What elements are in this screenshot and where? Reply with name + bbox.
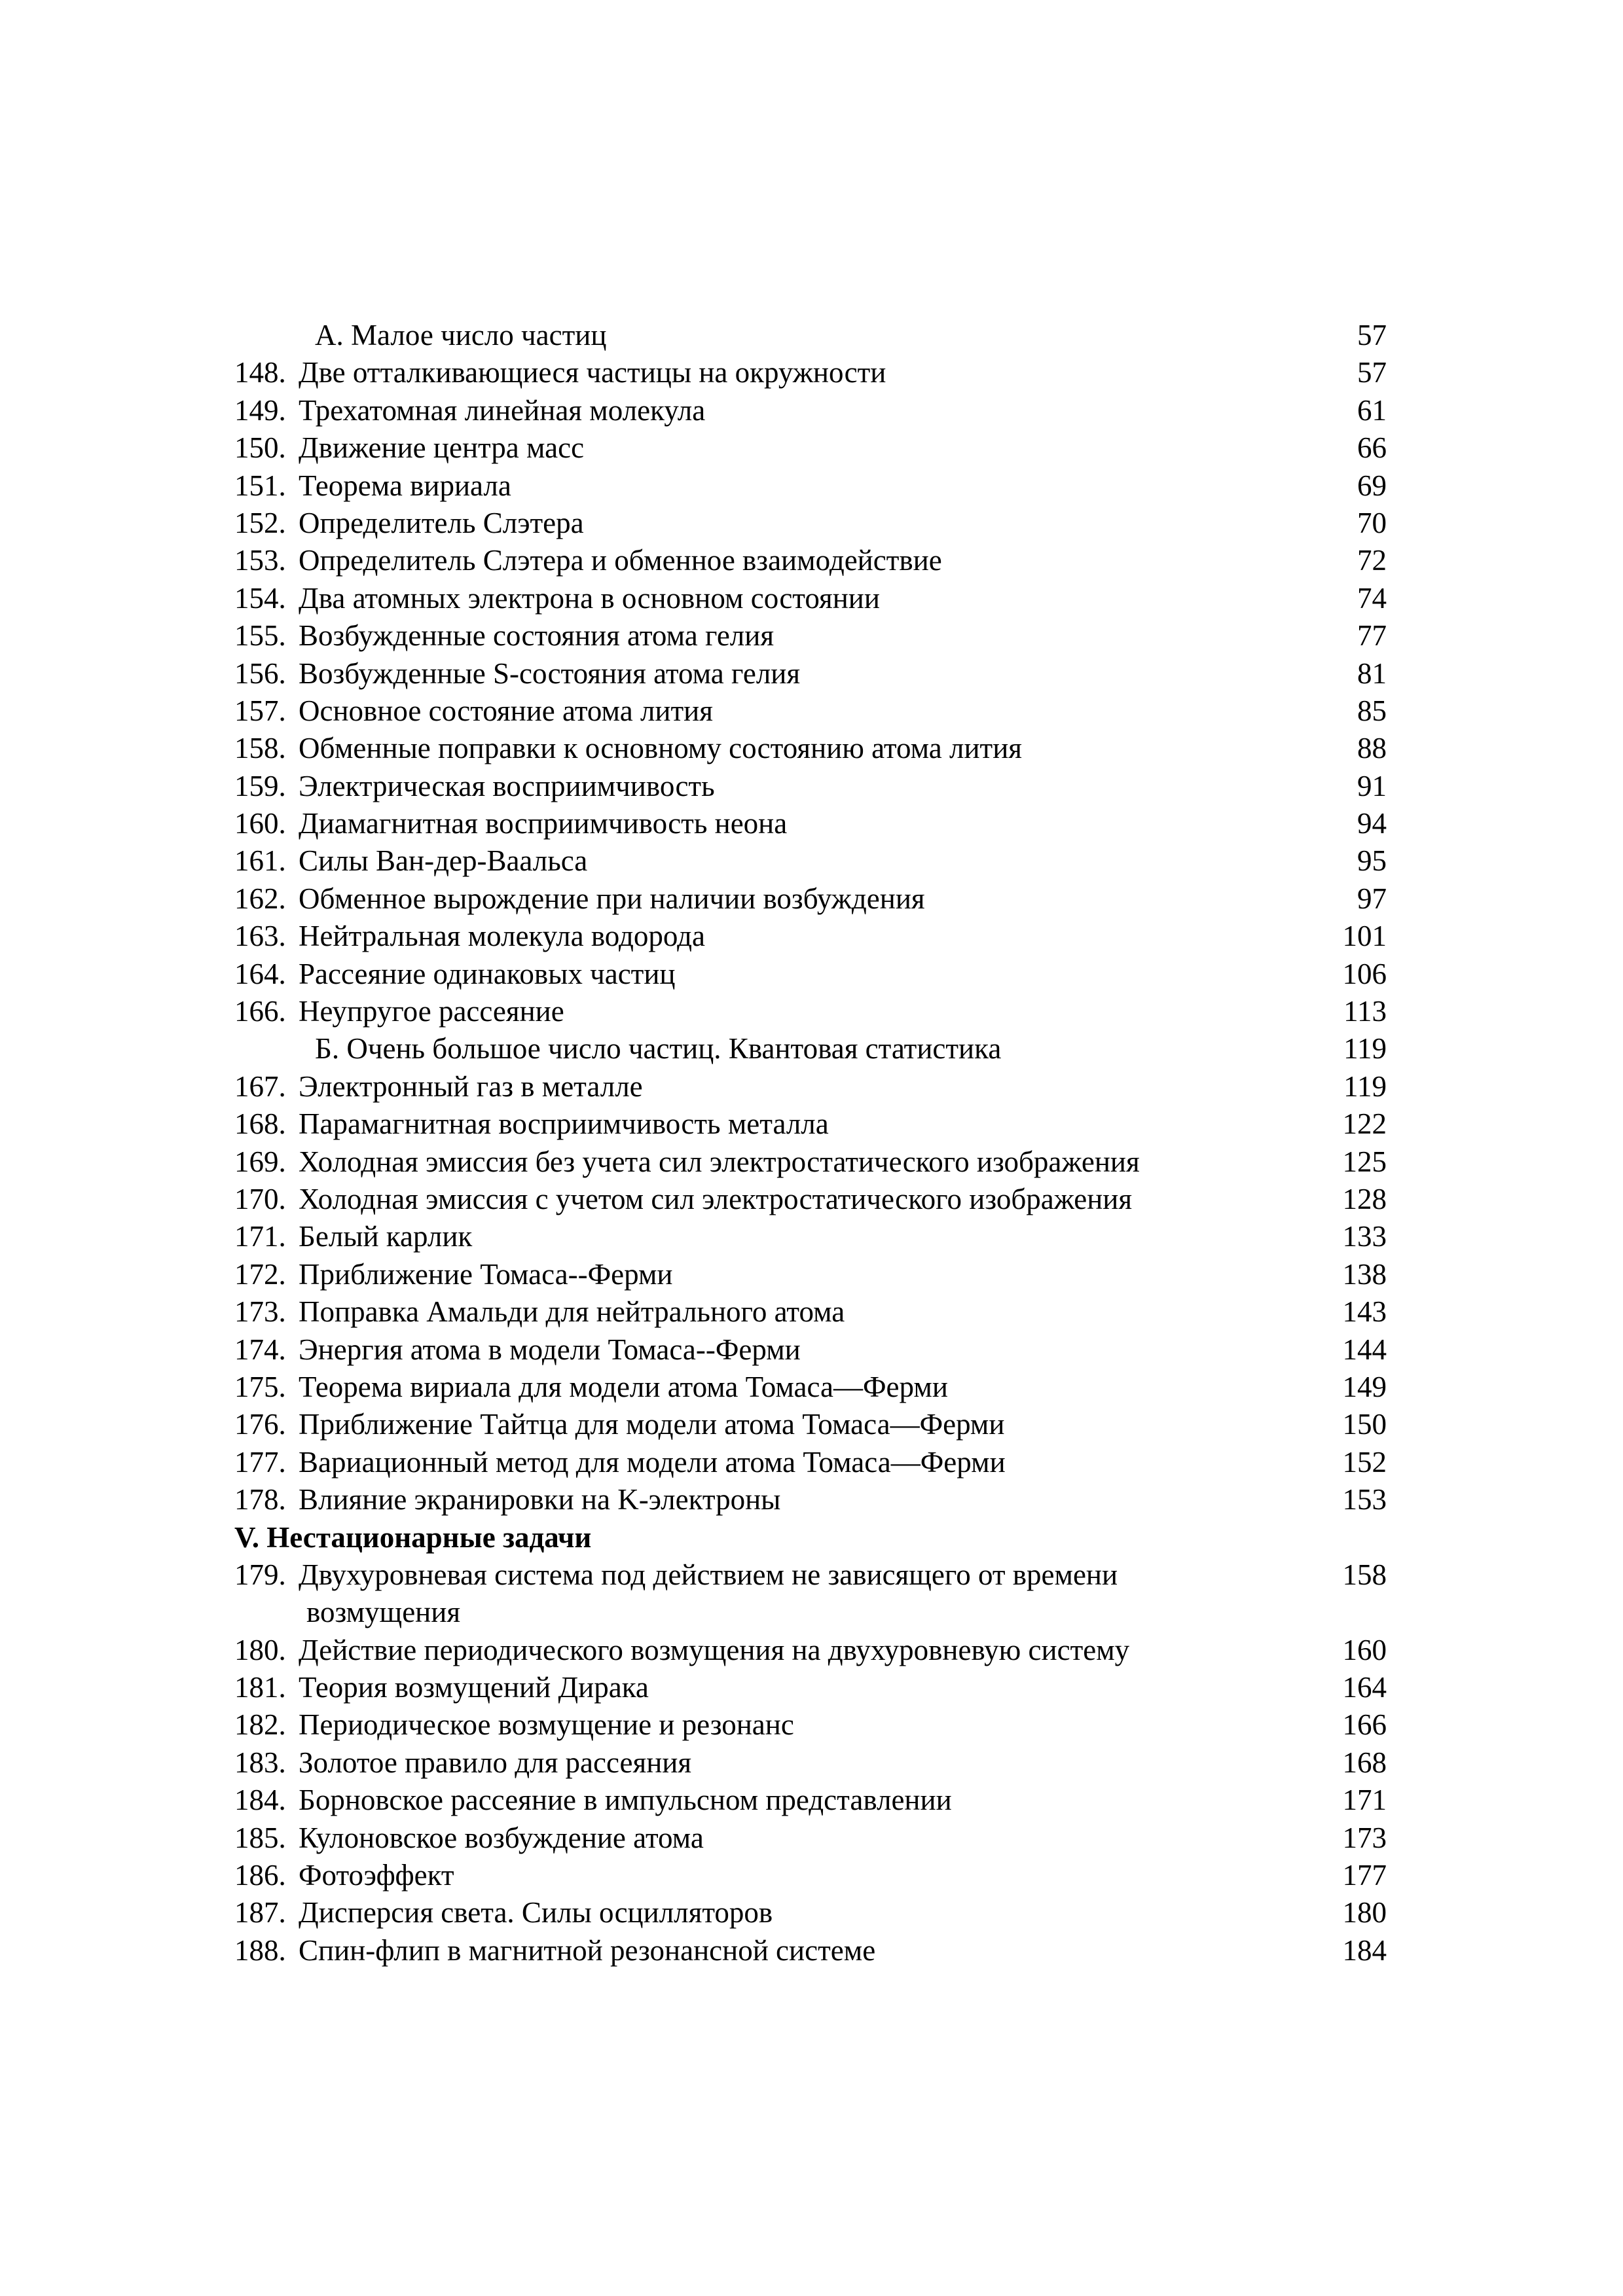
toc-entry-page-number: 57 bbox=[1357, 319, 1387, 351]
toc-entry-title bbox=[234, 918, 1243, 955]
toc-subsection-heading bbox=[234, 317, 1387, 354]
toc-entry bbox=[234, 1331, 1387, 1369]
toc-entry bbox=[234, 918, 1387, 955]
toc-entry-title bbox=[234, 1218, 1243, 1255]
toc-entry-number: 160. bbox=[234, 807, 286, 840]
toc-entry-title bbox=[234, 1406, 1243, 1443]
toc-entry-text: Определитель Слэтера bbox=[299, 506, 584, 539]
toc-entry-title bbox=[234, 655, 1243, 692]
toc-entry-text: Обменные поправки к основному состоянию атома лития bbox=[299, 732, 1023, 765]
toc-entry-number: 173. bbox=[234, 1295, 286, 1329]
toc-entry-title bbox=[234, 1556, 1243, 1632]
toc-entry-number: 161. bbox=[234, 844, 286, 878]
toc-entry-number: 171. bbox=[234, 1220, 286, 1253]
toc-entry-title bbox=[234, 956, 1243, 993]
toc-entry-page-number: 144 bbox=[1342, 1333, 1387, 1366]
toc-entry-text: Двухуровневая система под действием не зависящего от времени bbox=[299, 1558, 1118, 1591]
toc-entry-text: Два атомных электрона в основном состоянии bbox=[299, 581, 880, 615]
toc-entry bbox=[234, 1820, 1387, 1857]
toc-entry-number: 157. bbox=[234, 694, 286, 727]
toc-entry-text: Белый карлик bbox=[299, 1220, 473, 1253]
toc-entry-page-number: 91 bbox=[1357, 769, 1387, 802]
toc-entry-page-number: 66 bbox=[1357, 431, 1387, 465]
toc-entry bbox=[234, 956, 1387, 993]
toc-entry-page-number: 106 bbox=[1342, 957, 1387, 990]
toc-entry-title bbox=[234, 467, 1243, 505]
toc-entry bbox=[234, 1744, 1387, 1782]
toc-entry-title bbox=[234, 1105, 1243, 1143]
toc-entry-page-number: 81 bbox=[1357, 656, 1387, 690]
toc-entry-text: Возбужденные S-состояния атома гелия bbox=[299, 656, 801, 690]
toc-entry-page-number: 128 bbox=[1342, 1182, 1387, 1215]
toc-entry-page-number: 72 bbox=[1357, 544, 1387, 577]
toc-entry-text: Влияние экранировки на K-электроны bbox=[299, 1483, 781, 1516]
toc-entry bbox=[234, 1669, 1387, 1706]
toc-entry-title bbox=[234, 1068, 1243, 1105]
toc-entry-number: 158. bbox=[234, 732, 286, 765]
toc-entry-text: Трехатомная линейная молекула bbox=[299, 393, 706, 427]
toc-entry bbox=[234, 1068, 1387, 1105]
toc-entry-number: 183. bbox=[234, 1746, 286, 1779]
toc-entry-text: Б. Очень большое число частиц. Квантовая статистика bbox=[315, 1032, 1002, 1066]
toc-entry-title bbox=[234, 1256, 1243, 1293]
toc-entry bbox=[234, 805, 1387, 842]
toc-entry-number: 155. bbox=[234, 619, 286, 653]
toc-entry-page-number: 173 bbox=[1342, 1821, 1387, 1854]
toc-entry-page-number: 74 bbox=[1357, 581, 1387, 615]
toc-entry-title bbox=[234, 1444, 1243, 1481]
toc-entry-title bbox=[234, 1331, 1243, 1369]
toc-entry-number: 168. bbox=[234, 1107, 286, 1141]
table-of-contents bbox=[234, 317, 1387, 1969]
toc-entry-page-number: 61 bbox=[1357, 393, 1387, 427]
toc-entry-text: Электронный газ в металле bbox=[299, 1069, 643, 1103]
toc-entry-text: Борновское рассеяние в импульсном представлении bbox=[299, 1784, 952, 1817]
toc-entry bbox=[234, 1632, 1387, 1669]
toc-entry-number: 166. bbox=[234, 995, 286, 1028]
toc-entry-number: 154. bbox=[234, 581, 286, 615]
toc-entry-text: Золотое правило для рассеяния bbox=[299, 1746, 692, 1779]
toc-entry-title bbox=[234, 842, 1243, 880]
toc-entry-title bbox=[234, 580, 1243, 617]
toc-entry-title bbox=[234, 1519, 1243, 1556]
toc-entry-number: 177. bbox=[234, 1445, 286, 1479]
toc-entry bbox=[234, 1932, 1387, 1969]
toc-entry-title bbox=[234, 1632, 1243, 1669]
toc-entry-text: Холодная эмиссия без учета сил электростатического изображения bbox=[299, 1145, 1140, 1178]
toc-entry-number: 178. bbox=[234, 1483, 286, 1516]
toc-entry bbox=[234, 1218, 1387, 1255]
toc-entry-page-number: 122 bbox=[1342, 1107, 1387, 1141]
toc-entry-page-number: 119 bbox=[1343, 1032, 1387, 1066]
toc-entry bbox=[234, 993, 1387, 1030]
toc-entry-title bbox=[234, 880, 1243, 918]
toc-entry bbox=[234, 392, 1387, 429]
toc-entry bbox=[234, 692, 1387, 730]
toc-entry-number: 174. bbox=[234, 1333, 286, 1366]
toc-entry-title bbox=[234, 1782, 1243, 1819]
toc-entry bbox=[234, 617, 1387, 655]
toc-entry-page-number: 88 bbox=[1357, 732, 1387, 765]
toc-entry-text: Холодная эмиссия с учетом сил электростатического изображения bbox=[299, 1182, 1133, 1215]
toc-entry-page-number: 101 bbox=[1342, 920, 1387, 953]
toc-entry-number: 176. bbox=[234, 1408, 286, 1441]
toc-entry-text: Вариационный метод для модели атома Томаса—Ферми bbox=[299, 1445, 1006, 1479]
toc-entry-page-number: 85 bbox=[1357, 694, 1387, 727]
toc-section-heading bbox=[234, 1519, 1387, 1556]
toc-entry-title bbox=[234, 1669, 1243, 1706]
toc-entry-title bbox=[234, 993, 1243, 1030]
toc-entry bbox=[234, 1143, 1387, 1181]
toc-entry-text: Дисперсия света. Силы осцилляторов bbox=[299, 1896, 773, 1929]
toc-entry-page-number: 180 bbox=[1342, 1896, 1387, 1929]
toc-entry-number: 172. bbox=[234, 1257, 286, 1291]
toc-entry-page-number: 168 bbox=[1342, 1746, 1387, 1779]
toc-entry-title bbox=[234, 730, 1243, 767]
toc-entry-title bbox=[234, 805, 1243, 842]
toc-entry bbox=[234, 768, 1387, 805]
toc-entry-page-number: 77 bbox=[1357, 619, 1387, 653]
toc-entry-text-continuation: возмущения bbox=[306, 1596, 461, 1629]
toc-entry-page-number: 152 bbox=[1342, 1445, 1387, 1479]
toc-entry-number: 184. bbox=[234, 1784, 286, 1817]
toc-entry-text: Периодическое возмущение и резонанс bbox=[299, 1708, 794, 1742]
toc-entry-text: Движение центра масс bbox=[299, 431, 585, 465]
toc-entry bbox=[234, 880, 1387, 918]
toc-entry-text: Определитель Слэтера и обменное взаимодействие bbox=[299, 544, 942, 577]
toc-entry-title bbox=[234, 692, 1243, 730]
toc-entry-number: 187. bbox=[234, 1896, 286, 1929]
toc-entry-page-number: 143 bbox=[1342, 1295, 1387, 1329]
toc-entry-text: Приближение Томаса--Ферми bbox=[299, 1257, 673, 1291]
toc-entry-text: Диамагнитная восприимчивость неона bbox=[299, 807, 788, 840]
toc-entry bbox=[234, 354, 1387, 391]
toc-entry-page-number: 164 bbox=[1342, 1671, 1387, 1704]
toc-entry bbox=[234, 1556, 1387, 1632]
toc-entry-title bbox=[234, 317, 1323, 354]
toc-entry-page-number: 113 bbox=[1343, 995, 1387, 1028]
toc-entry-number: 164. bbox=[234, 957, 286, 990]
toc-entry-text: Основное состояние атома лития bbox=[299, 694, 713, 727]
toc-entry-page-number: 177 bbox=[1342, 1859, 1387, 1892]
toc-entry bbox=[234, 1782, 1387, 1819]
toc-entry bbox=[234, 1293, 1387, 1331]
toc-entry-number: 186. bbox=[234, 1859, 286, 1892]
toc-entry-page-number: 94 bbox=[1357, 807, 1387, 840]
toc-entry-title bbox=[234, 429, 1243, 467]
toc-entry-title bbox=[234, 1293, 1243, 1331]
toc-entry-page-number: 150 bbox=[1342, 1408, 1387, 1441]
toc-entry-number: 159. bbox=[234, 769, 286, 802]
toc-entry bbox=[234, 1105, 1387, 1143]
toc-entry-text: Теорема вириала для модели атома Томаса—Ферми bbox=[299, 1370, 948, 1403]
toc-entry-number: 148. bbox=[234, 356, 286, 389]
toc-entry bbox=[234, 542, 1387, 579]
toc-entry-text: Парамагнитная восприимчивость металла bbox=[299, 1107, 829, 1141]
toc-entry-number: 170. bbox=[234, 1182, 286, 1215]
toc-entry-number: 163. bbox=[234, 920, 286, 953]
toc-entry-number: 152. bbox=[234, 506, 286, 539]
toc-entry bbox=[234, 1894, 1387, 1931]
toc-entry bbox=[234, 1481, 1387, 1518]
toc-entry-text: А. Малое число частиц bbox=[315, 319, 607, 351]
toc-entry-title bbox=[234, 1481, 1243, 1518]
toc-entry-number: 188. bbox=[234, 1933, 286, 1967]
toc-entry-title bbox=[234, 542, 1243, 579]
toc-entry-text: Рассеяние одинаковых частиц bbox=[299, 957, 676, 990]
toc-entry bbox=[234, 730, 1387, 767]
toc-entry-text: Силы Ван-дер-Ваальса bbox=[299, 844, 588, 878]
toc-entry-page-number: 138 bbox=[1342, 1257, 1387, 1291]
toc-entry-text: Электрическая восприимчивость bbox=[299, 769, 715, 802]
toc-entry bbox=[234, 842, 1387, 880]
toc-entry-page-number: 133 bbox=[1342, 1220, 1387, 1253]
toc-entry-text: Теорема вириала bbox=[299, 469, 511, 502]
toc-entry-number: 181. bbox=[234, 1671, 286, 1704]
toc-entry-title bbox=[234, 1181, 1243, 1218]
toc-entry-text: V. Нестационарные задачи bbox=[234, 1520, 592, 1554]
toc-entry-number: 175. bbox=[234, 1370, 286, 1403]
toc-entry-text: Неупругое рассеяние bbox=[299, 995, 564, 1028]
toc-entry-title bbox=[234, 1894, 1243, 1931]
toc-entry-page-number: 153 bbox=[1342, 1483, 1387, 1516]
toc-subsection-heading bbox=[234, 1030, 1387, 1067]
toc-entry-number: 153. bbox=[234, 544, 286, 577]
toc-entry bbox=[234, 655, 1387, 692]
toc-entry-title bbox=[234, 617, 1243, 655]
toc-entry-text: Нейтральная молекула водорода bbox=[299, 920, 705, 953]
toc-entry-text: Теория возмущений Дирака bbox=[299, 1671, 649, 1704]
toc-entry-number: 180. bbox=[234, 1633, 286, 1666]
toc-entry-title bbox=[234, 1857, 1243, 1894]
toc-entry-text: Спин-флип в магнитной резонансной системе bbox=[299, 1933, 876, 1967]
toc-entry-title bbox=[234, 354, 1243, 391]
toc-entry-number: 169. bbox=[234, 1145, 286, 1178]
toc-entry-number: 182. bbox=[234, 1708, 286, 1742]
toc-entry-page-number: 70 bbox=[1357, 506, 1387, 539]
toc-entry bbox=[234, 1706, 1387, 1744]
toc-entry-page-number: 125 bbox=[1342, 1145, 1387, 1178]
toc-entry-page-number: 184 bbox=[1342, 1933, 1387, 1967]
toc-entry-title bbox=[234, 1706, 1243, 1744]
toc-entry-number: 149. bbox=[234, 393, 286, 427]
toc-entry-page-number: 171 bbox=[1342, 1784, 1387, 1817]
toc-entry-number: 185. bbox=[234, 1821, 286, 1854]
toc-entry bbox=[234, 505, 1387, 542]
toc-entry-page-number: 69 bbox=[1357, 469, 1387, 502]
toc-entry-title bbox=[234, 1030, 1323, 1067]
toc-entry-page-number: 166 bbox=[1342, 1708, 1387, 1742]
toc-entry-title bbox=[234, 1744, 1243, 1782]
toc-entry-title bbox=[234, 1369, 1243, 1406]
toc-entry-text: Кулоновское возбуждение атома bbox=[299, 1821, 704, 1854]
toc-entry-title bbox=[234, 505, 1243, 542]
toc-entry-text: Энергия атома в модели Томаса--Ферми bbox=[299, 1333, 801, 1366]
toc-entry-number: 179. bbox=[234, 1558, 286, 1591]
toc-entry-number: 150. bbox=[234, 431, 286, 465]
toc-entry bbox=[234, 1369, 1387, 1406]
toc-entry-page-number: 97 bbox=[1357, 882, 1387, 915]
toc-entry-page-number: 57 bbox=[1357, 356, 1387, 389]
toc-entry bbox=[234, 1256, 1387, 1293]
toc-entry-text: Обменное вырождение при наличии возбуждения bbox=[299, 882, 925, 915]
toc-entry-text: Фотоэффект bbox=[299, 1859, 454, 1892]
toc-entry-title bbox=[234, 768, 1243, 805]
toc-entry bbox=[234, 580, 1387, 617]
toc-entry-number: 167. bbox=[234, 1069, 286, 1103]
toc-entry-text: Действие периодического возмущения на двухуровневую систему bbox=[299, 1633, 1130, 1666]
toc-entry bbox=[234, 1181, 1387, 1218]
toc-entry-title bbox=[234, 1143, 1243, 1181]
toc-entry-text: Поправка Амальди для нейтрального атома bbox=[299, 1295, 845, 1329]
toc-entry-page-number: 95 bbox=[1357, 844, 1387, 878]
toc-entry-number: 162. bbox=[234, 882, 286, 915]
toc-entry-title bbox=[234, 392, 1243, 429]
toc-entry-title bbox=[234, 1820, 1243, 1857]
toc-entry-number: 151. bbox=[234, 469, 286, 502]
toc-entry-page-number: 160 bbox=[1342, 1633, 1387, 1666]
toc-entry-text: Две отталкивающиеся частицы на окружности bbox=[299, 356, 886, 389]
toc-entry bbox=[234, 1444, 1387, 1481]
toc-entry-text: Приближение Тайтца для модели атома Томаса—Ферми bbox=[299, 1408, 1005, 1441]
toc-entry-page-number: 158 bbox=[1342, 1558, 1387, 1591]
toc-entry-page-number: 149 bbox=[1342, 1370, 1387, 1403]
toc-entry bbox=[234, 467, 1387, 505]
toc-entry-text: Возбужденные состояния атома гелия bbox=[299, 619, 775, 653]
toc-entry-number: 156. bbox=[234, 656, 286, 690]
toc-entry bbox=[234, 429, 1387, 467]
toc-entry bbox=[234, 1857, 1387, 1894]
toc-entry bbox=[234, 1406, 1387, 1443]
toc-entry-title bbox=[234, 1932, 1243, 1969]
toc-entry-page-number: 119 bbox=[1343, 1069, 1387, 1103]
